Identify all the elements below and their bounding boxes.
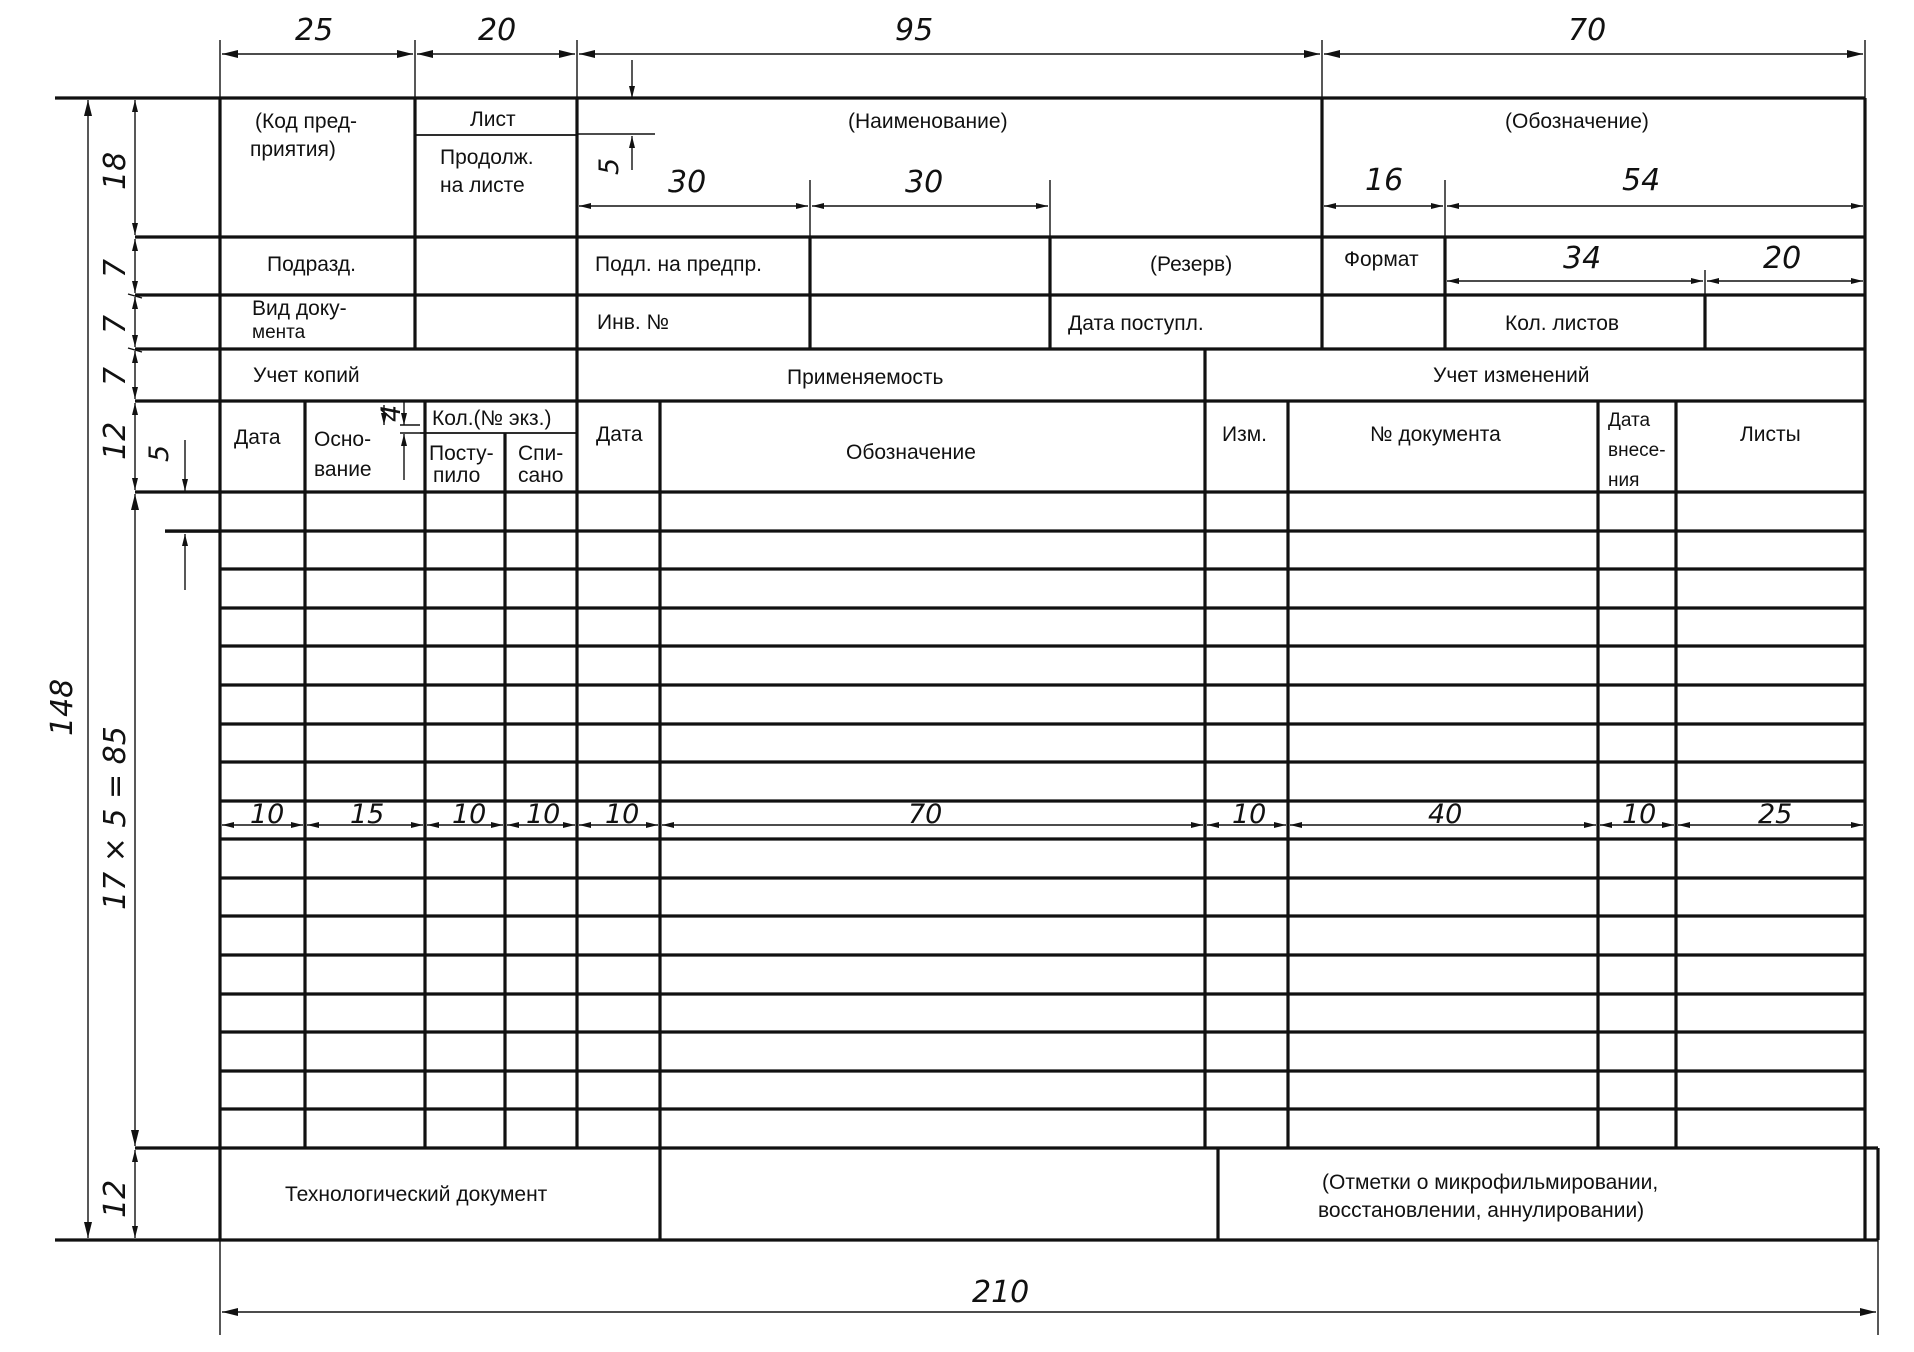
dim-col-5: 10 — [605, 799, 640, 830]
dim-inner-30b: 30 — [905, 165, 944, 200]
continued-label: Продолж. — [440, 146, 534, 169]
dim-col-10: 25 — [1758, 799, 1793, 830]
dim-top-20: 20 — [478, 13, 517, 48]
doc-type-label: Вид доку- — [252, 297, 347, 320]
column-labels — [234, 404, 1801, 491]
col-entry-date-2: внесе- — [1608, 440, 1666, 461]
designation-label: (Обозначение) — [1505, 110, 1649, 133]
dim-bottom-210: 210 — [972, 1275, 1030, 1310]
dim-small-5-top: 5 — [594, 157, 625, 175]
col-qty: Кол.(№ экз.) — [432, 407, 552, 430]
col-entry-date-3: ния — [1608, 470, 1640, 491]
dim-left-12b: 12 — [98, 1179, 133, 1218]
enterprise-code-label-2: приятия) — [250, 138, 336, 161]
dim-top-25: 25 — [295, 13, 334, 48]
sheet-label: Лист — [470, 108, 516, 131]
dim-inner-30a: 30 — [668, 165, 707, 200]
microfilm-label: (Отметки о микрофильмировании, — [1322, 1171, 1659, 1194]
dim-top-70: 70 — [1568, 13, 1607, 48]
applicability-section-label: Применяемость — [787, 366, 944, 389]
dim-col-9: 10 — [1622, 799, 1657, 830]
col-received: Посту- — [429, 442, 494, 465]
dim-col-8: 40 — [1428, 799, 1463, 830]
dim-inner-16: 16 — [1365, 163, 1404, 198]
footer-labels — [285, 1171, 1658, 1222]
dim-small-5-left: 5 — [144, 444, 175, 462]
dim-left-18: 18 — [98, 151, 133, 190]
format-label: Формат — [1344, 248, 1419, 271]
reserve-label: (Резерв) — [1150, 253, 1233, 276]
dim-inner-20: 20 — [1763, 241, 1802, 276]
name-label: (Наименование) — [848, 110, 1008, 133]
dim-left-7b: 7 — [98, 314, 133, 334]
dim-col-3: 10 — [452, 799, 487, 830]
subdivision-label: Подразд. — [267, 253, 356, 276]
col-basis: Осно- — [314, 428, 372, 451]
sheet-count-label: Кол. листов — [1505, 312, 1620, 335]
col-sheets: Листы — [1740, 423, 1801, 446]
changes-section-label: Учет изменений — [1433, 364, 1590, 387]
table-body-rows — [165, 531, 1865, 1109]
col-change: Изм. — [1222, 423, 1267, 446]
col-received-2: пило — [433, 464, 481, 487]
dim-top-95: 95 — [895, 13, 934, 48]
dim-left-148: 148 — [45, 678, 80, 736]
dimension-values — [45, 13, 1801, 1310]
doc-type-label-2: мента — [252, 322, 306, 343]
copies-section-label: Учет копий — [253, 364, 360, 387]
inv-no-label: Инв. № — [597, 311, 670, 334]
dim-left-85: 17 × 5 = 85 — [98, 726, 133, 910]
col-written-off: Спи- — [518, 442, 564, 465]
col-app-date: Дата — [596, 423, 643, 446]
dim-left-12a: 12 — [98, 421, 133, 460]
dim-small-4: 4 — [376, 404, 407, 422]
microfilm-label-2: восстановлении, аннулировании) — [1318, 1199, 1645, 1222]
dim-col-7: 10 — [1232, 799, 1267, 830]
dim-col-1: 10 — [250, 799, 285, 830]
enterprise-code-label: (Код пред- — [255, 110, 358, 133]
section-labels — [253, 364, 1590, 389]
col-app-designation: Обозначение — [846, 441, 976, 464]
col-doc-no: № документа — [1370, 423, 1501, 446]
header-labels — [250, 108, 1649, 343]
date-received-label: Дата поступл. — [1068, 312, 1204, 335]
dim-left-7a: 7 — [98, 258, 133, 278]
dim-col-2: 15 — [350, 799, 385, 830]
continued-label-2: на листе — [440, 174, 525, 197]
dimension-lines — [88, 40, 1878, 1335]
col-written-off-2: сано — [518, 464, 564, 487]
dim-col-4: 10 — [526, 799, 561, 830]
dim-left-7c: 7 — [98, 366, 133, 386]
col-entry-date: Дата — [1608, 410, 1651, 431]
dim-inner-34: 34 — [1563, 241, 1602, 276]
dim-inner-54: 54 — [1622, 163, 1661, 198]
dim-col-6: 70 — [908, 799, 943, 830]
signed-label: Подл. на предпр. — [595, 253, 763, 276]
col-basis-2: вание — [314, 458, 372, 481]
tech-doc-label: Технологический документ — [285, 1183, 548, 1206]
col-date: Дата — [234, 426, 281, 449]
